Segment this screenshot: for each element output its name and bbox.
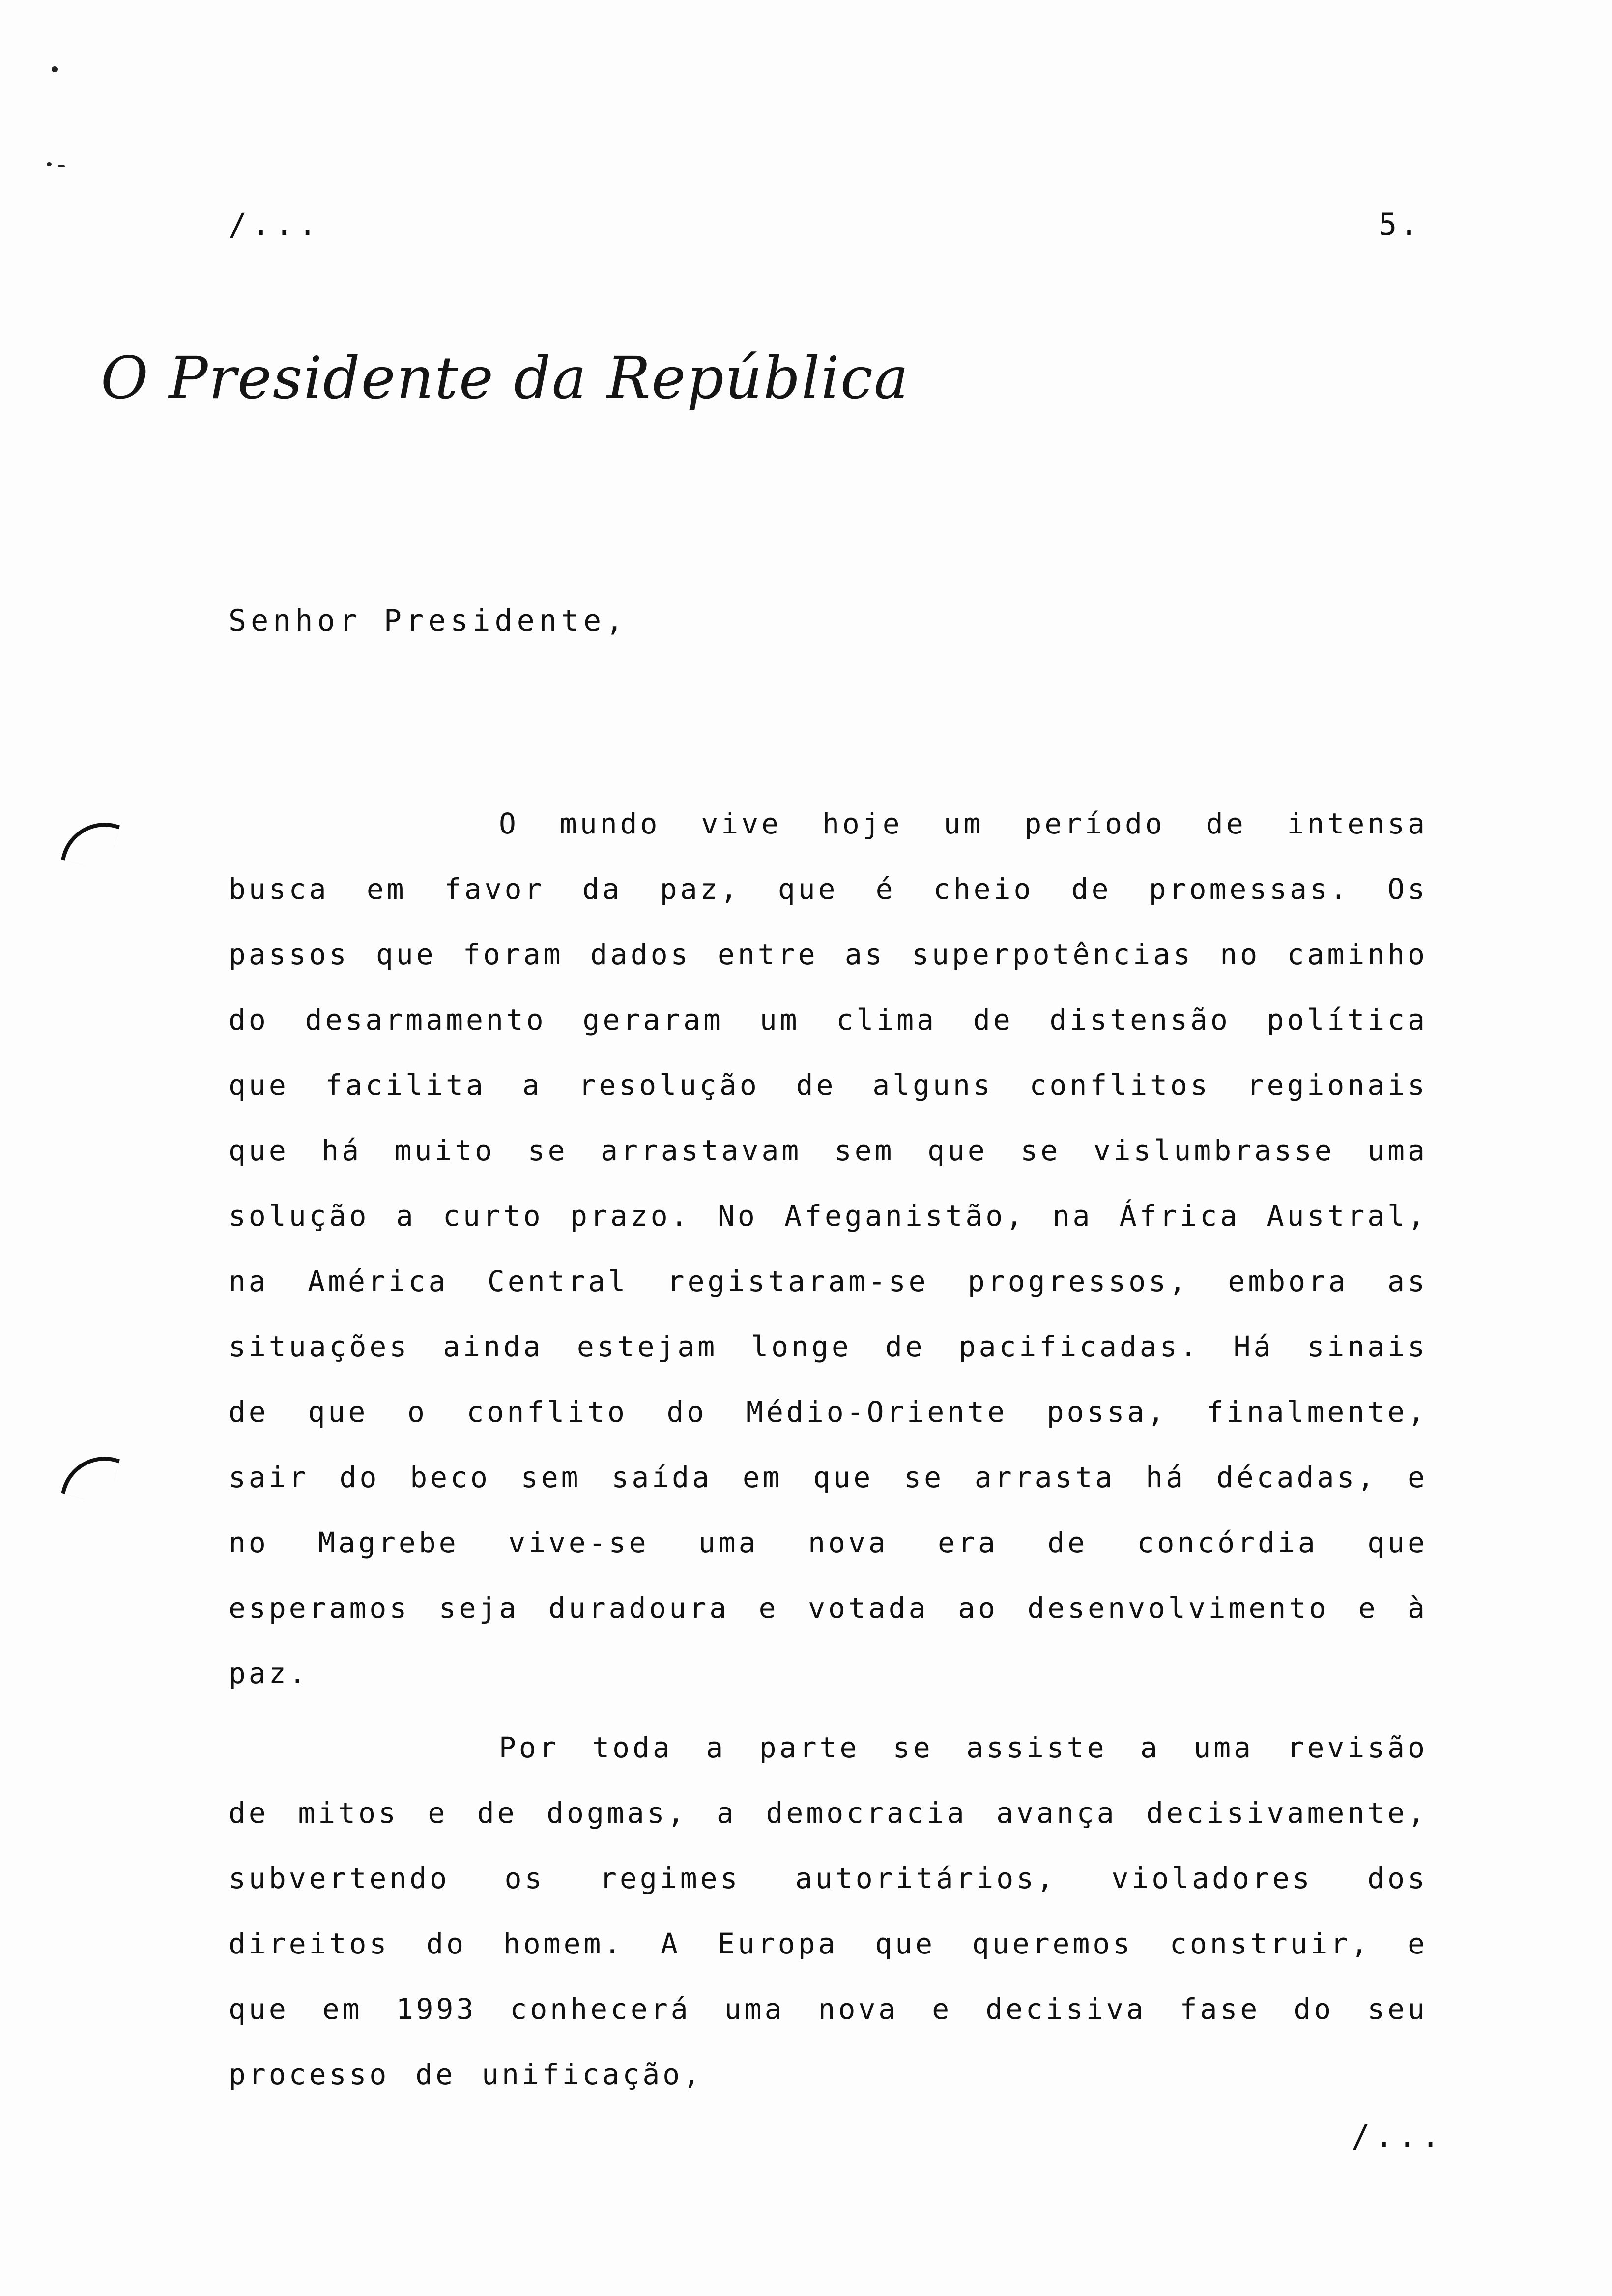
scan-speck [58, 165, 65, 167]
scan-speck [47, 162, 52, 166]
scan-speck [52, 66, 58, 72]
paragraph-text: Por toda a parte se assiste a uma revisão de mitos e de dogmas, a democracia avança decisivamente, subvertendo os regimes autoritários, violadores dos direitos do homem. A Europa que queremos construir, e que em 1993 conhecerá uma nova e decisiva fase do seu processo de unificação, [229, 1731, 1428, 2091]
letterhead-title: O Presidente da República [101, 344, 910, 412]
paragraph-2 [229, 1715, 1428, 2107]
paragraph-1 [229, 791, 1428, 1706]
punch-hole-mark [61, 1447, 120, 1506]
continuation-marker-bottom: /... [1352, 2118, 1445, 2154]
punch-hole-mark [61, 813, 120, 872]
paragraph-text: O mundo vive hoje um período de intensa busca em favor da paz, que é cheio de promessas. Os passos que foram dados entre as superpotências no caminho do desarmamento geraram um clima de distensão política que facilita a resolução de alguns conflitos regionais que há muito se arrastavam sem que se vislumbrasse uma solução a curto prazo. No Afeganistão, na África Austral, na América Central registaram-se progressos, embora as situações ainda estejam longe de pacificadas. Há sinais de que o conflito do Médio-Oriente possa, finalmente, sair do beco sem saída em que se arrasta há décadas, e no Magrebe vive-se uma nova era de concórdia que esperamos seja duradoura e votada ao desenvolvimento e à paz. [229, 807, 1428, 1690]
salutation: Senhor Presidente, [229, 603, 628, 638]
continuation-marker-top: /... [229, 206, 322, 242]
page-number: 5. [1379, 206, 1421, 242]
